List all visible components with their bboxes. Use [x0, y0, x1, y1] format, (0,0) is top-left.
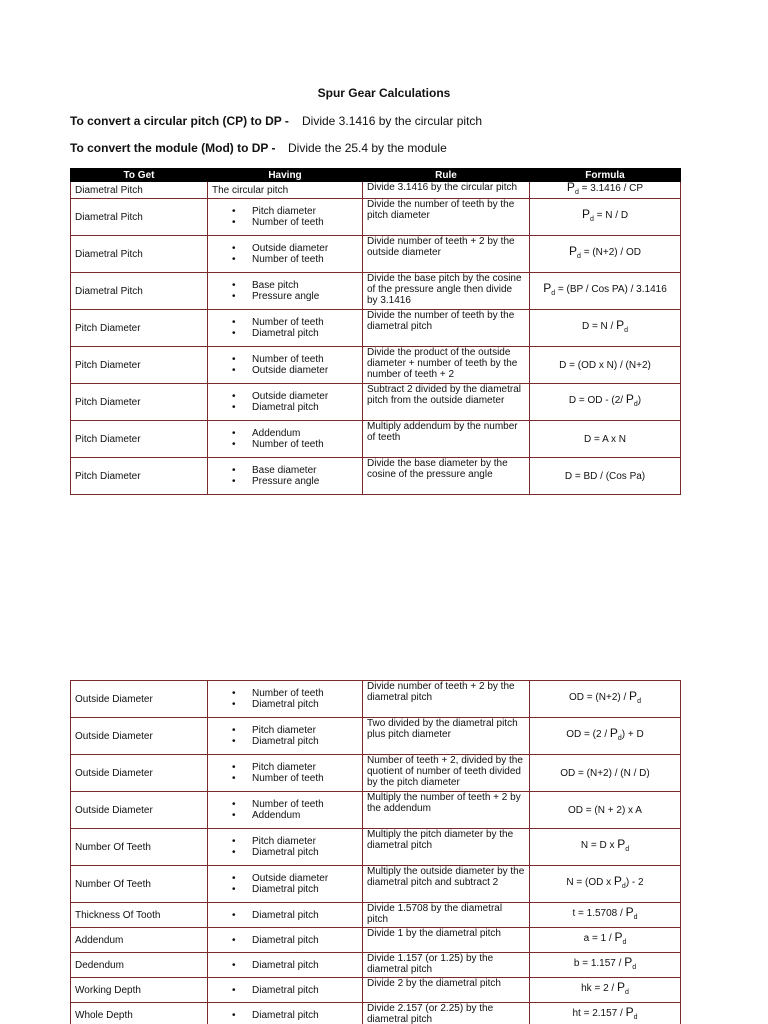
table-row [71, 421, 681, 458]
having-item: • Number of teeth [212, 773, 358, 784]
cell-to-get: Working Depth [71, 978, 208, 1003]
cell-to-get: Diametral Pitch [71, 236, 208, 273]
having-item: • Outside diameter [212, 365, 358, 376]
having-item: • Base diameter [212, 465, 358, 476]
having-item: • Diametral pitch [212, 884, 358, 895]
cell-having [208, 199, 363, 236]
cell-having [208, 978, 363, 1003]
having-text: The circular pitch [212, 184, 289, 196]
cell-rule: Divide 1 by the diametral pitch [363, 928, 530, 953]
table-row [71, 1003, 681, 1024]
having-item: • Diametral pitch [212, 699, 358, 710]
cell-having [208, 273, 363, 310]
cell-having [208, 792, 363, 829]
cell-having [208, 1003, 363, 1024]
having-item: • Pitch diameter [212, 725, 358, 736]
cell-to-get: Number Of Teeth [71, 829, 208, 866]
cell-rule: Divide number of teeth + 2 by the outside diameter [363, 236, 530, 273]
cell-formula: D = A x N [530, 421, 681, 458]
cell-having [208, 182, 363, 199]
having-item: • Diametral pitch [212, 328, 358, 339]
table-row [71, 866, 681, 903]
having-item: • Number of teeth [212, 354, 358, 365]
cell-formula: $P_d = (N+2)$ / OD [530, 236, 681, 273]
table-row [71, 978, 681, 1003]
cell-formula: $D = N / P_d$ [530, 310, 681, 347]
conversion-label: To convert a circular pitch (CP) to DP - [70, 114, 289, 128]
header-having: Having [208, 169, 363, 182]
cell-having [208, 458, 363, 495]
cell-to-get: Addendum [71, 928, 208, 953]
cell-having [208, 829, 363, 866]
cell-to-get: Outside Diameter [71, 718, 208, 755]
cell-having [208, 384, 363, 421]
having-item: • Diametral pitch [212, 1010, 358, 1021]
page-title: Spur Gear Calculations [317, 86, 451, 100]
table-row [71, 681, 681, 718]
having-item: • Pitch diameter [212, 206, 358, 217]
table-row [71, 347, 681, 384]
conversion-value: Divide 3.1416 by the circular pitch [302, 114, 483, 128]
having-item: • Outside diameter [212, 873, 358, 884]
conversion-label: To convert the module (Mod) to DP - [70, 141, 276, 155]
cell-formula: D = (OD x N) / (N+2) [530, 347, 681, 384]
cell-rule: Divide number of teeth + 2 by the diametral pitch [363, 681, 530, 718]
having-item: • Outside diameter [212, 391, 358, 402]
cell-formula: ht = $2.157 / P_d$ [530, 1003, 681, 1024]
having-item: • Diametral pitch [212, 847, 358, 858]
cell-rule: Divide the base diameter by the cosine of the pressure angle [363, 458, 530, 495]
cell-to-get: Pitch Diameter [71, 347, 208, 384]
table-row [71, 829, 681, 866]
cell-rule: Divide the number of teeth by the pitch diameter [363, 199, 530, 236]
having-item: • Number of teeth [212, 254, 358, 265]
cell-formula: $P_d = N / D$ [530, 199, 681, 236]
having-item: • Number of teeth [212, 688, 358, 699]
cell-to-get: Thickness Of Tooth [71, 903, 208, 928]
cell-rule: Divide the base pitch by the cosine of the pressure angle then divide by 3.1416 [363, 273, 530, 310]
having-item: • Number of teeth [212, 317, 358, 328]
having-item: • Pitch diameter [212, 836, 358, 847]
table-row [71, 182, 681, 199]
cell-to-get: Diametral Pitch [71, 182, 208, 199]
cell-rule: Subtract 2 divided by the diametral pitch from the outside diameter [363, 384, 530, 421]
cell-to-get: Number Of Teeth [71, 866, 208, 903]
cell-rule: Multiply the pitch diameter by the diametral pitch [363, 829, 530, 866]
cell-rule: Divide 3.1416 by the circular pitch [363, 182, 530, 199]
cell-rule: Divide the number of teeth by the diametral pitch [363, 310, 530, 347]
cell-formula: OD = (N+2) / (N / D) [530, 755, 681, 792]
cell-to-get: Pitch Diameter [71, 421, 208, 458]
cell-having [208, 236, 363, 273]
cell-to-get: Diametral Pitch [71, 199, 208, 236]
having-item: • Pressure angle [212, 291, 358, 302]
header-rule: Rule [363, 169, 530, 182]
cell-rule: Multiply the outside diameter by the diametral pitch and subtract 2 [363, 866, 530, 903]
cell-to-get: Diametral Pitch [71, 273, 208, 310]
cell-rule: Divide 2 by the diametral pitch [363, 978, 530, 1003]
gear-table-2 [70, 680, 681, 1024]
cell-formula: $t = 1.5708 / P_d$ [530, 903, 681, 928]
having-item: • Number of teeth [212, 439, 358, 450]
table-row [71, 199, 681, 236]
cell-having [208, 866, 363, 903]
cell-to-get: Pitch Diameter [71, 384, 208, 421]
having-item: • Diametral pitch [212, 402, 358, 413]
cell-to-get: Outside Diameter [71, 681, 208, 718]
cell-formula: hk = $2 / P_d$ [530, 978, 681, 1003]
cell-rule: Divide 1.5708 by the diametral pitch [363, 903, 530, 928]
cell-formula: $a = 1 / P_d$ [530, 928, 681, 953]
having-item: • Diametral pitch [212, 910, 358, 921]
cell-having [208, 681, 363, 718]
conversion-circular-pitch [70, 114, 482, 128]
having-item: • Pitch diameter [212, 762, 358, 773]
table-row [71, 953, 681, 978]
cell-to-get: Pitch Diameter [71, 310, 208, 347]
cell-formula: N = D x $P_d$ [530, 829, 681, 866]
table-row [71, 718, 681, 755]
table-row [71, 928, 681, 953]
having-item: • Outside diameter [212, 243, 358, 254]
having-item: • Number of teeth [212, 217, 358, 228]
cell-formula: N = (OD x $P_d) - 2$ [530, 866, 681, 903]
table-row [71, 755, 681, 792]
cell-rule: Divide the product of the outside diameter + number of teeth by the number of teeth + 2 [363, 347, 530, 384]
cell-to-get: Dedendum [71, 953, 208, 978]
conversion-module [70, 141, 447, 155]
header-to-get: To Get [71, 169, 208, 182]
table-header-row [71, 169, 681, 182]
cell-rule: Two divided by the diametral pitch plus pitch diameter [363, 718, 530, 755]
cell-having [208, 718, 363, 755]
table-row [71, 458, 681, 495]
cell-rule: Multiply the number of teeth + 2 by the addendum [363, 792, 530, 829]
cell-rule: Divide 2.157 (or 2.25) by the diametral pitch [363, 1003, 530, 1024]
having-item: • Addendum [212, 428, 358, 439]
cell-formula: D = OD - (2/ $P_d$) [530, 384, 681, 421]
cell-having [208, 347, 363, 384]
cell-having [208, 953, 363, 978]
cell-formula: $b = 1.157 / P_d$ [530, 953, 681, 978]
cell-rule: Divide 1.157 (or 1.25) by the diametral pitch [363, 953, 530, 978]
cell-to-get: Outside Diameter [71, 755, 208, 792]
cell-having [208, 928, 363, 953]
having-item: • Diametral pitch [212, 985, 358, 996]
table-row [71, 236, 681, 273]
cell-to-get: Pitch Diameter [71, 458, 208, 495]
cell-formula: OD = (N + 2) x A [530, 792, 681, 829]
gear-table-1 [70, 168, 681, 495]
table-row [71, 384, 681, 421]
cell-having [208, 421, 363, 458]
having-item: • Diametral pitch [212, 935, 358, 946]
table-row [71, 310, 681, 347]
cell-formula: $P_d = 3.1416$ / CP [530, 182, 681, 199]
having-item: • Diametral pitch [212, 960, 358, 971]
cell-rule: Multiply addendum by the number of teeth [363, 421, 530, 458]
having-item: • Pressure angle [212, 476, 358, 487]
cell-rule: Number of teeth + 2, divided by the quotient of number of teeth divided by the pitch diameter [363, 755, 530, 792]
header-formula: Formula [530, 169, 681, 182]
having-item: • Addendum [212, 810, 358, 821]
having-item: • Diametral pitch [212, 736, 358, 747]
table-row [71, 792, 681, 829]
cell-to-get: Outside Diameter [71, 792, 208, 829]
table-row [71, 903, 681, 928]
table-row [71, 273, 681, 310]
having-item: • Number of teeth [212, 799, 358, 810]
having-item: • Base pitch [212, 280, 358, 291]
cell-formula: D = BD / (Cos Pa) [530, 458, 681, 495]
cell-having [208, 755, 363, 792]
cell-formula: $P_d = (BP$ / Cos PA) / 3.1416 [530, 273, 681, 310]
cell-to-get: Whole Depth [71, 1003, 208, 1024]
conversion-value: Divide the 25.4 by the module [288, 141, 447, 155]
cell-having [208, 903, 363, 928]
cell-having [208, 310, 363, 347]
cell-formula: OD = $(N+2) / P_d$ [530, 681, 681, 718]
cell-formula: OD = $(2 / P_d) + D$ [530, 718, 681, 755]
